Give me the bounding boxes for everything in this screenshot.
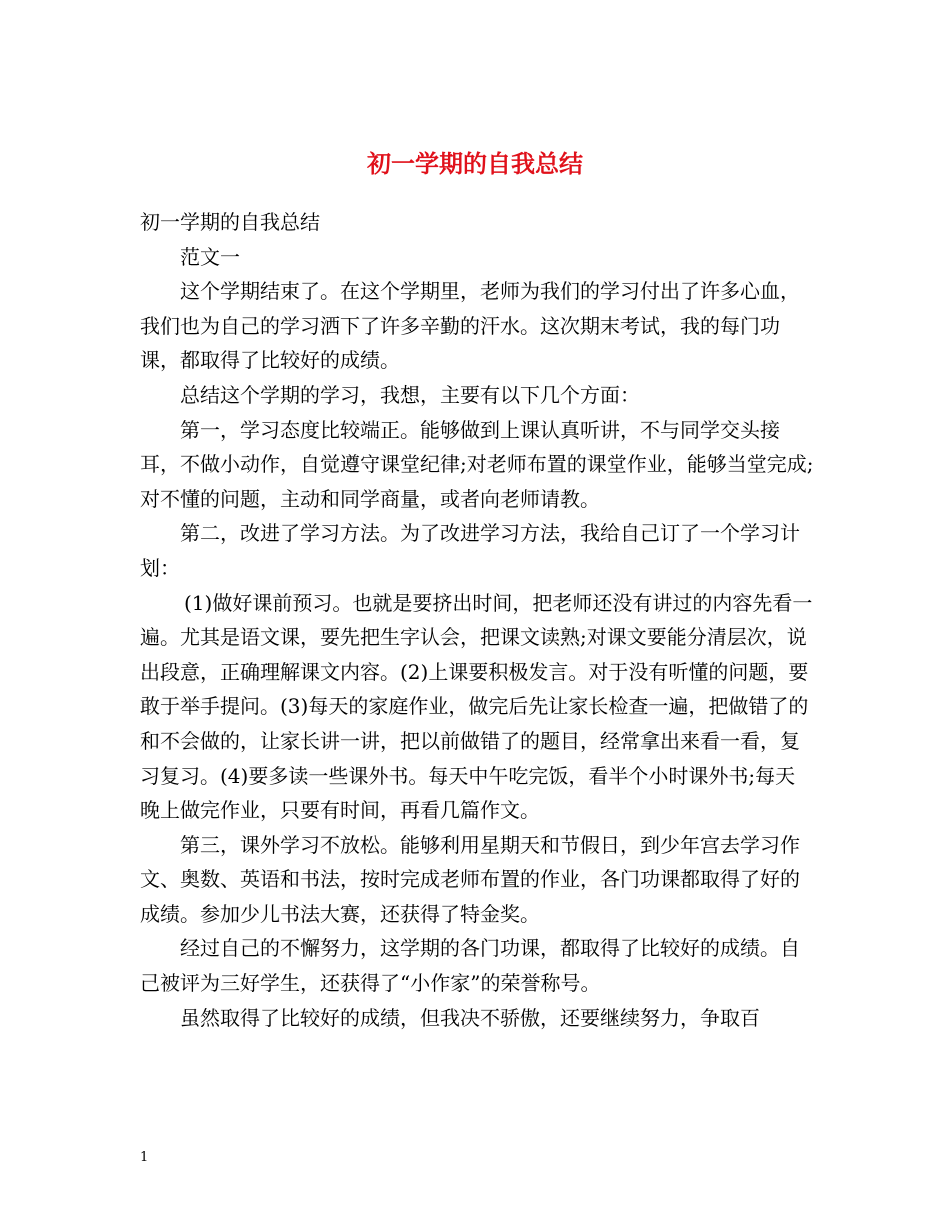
paragraph: (1)做好课前预习。也就是要挤出时间，把老师还没有讲过的内容先看一遍。尤其是语文课，要先把生字认会，把课文读熟;对课文要能分清层次，说出段意，正确理解课文内容。(2)上课要积极发言。对于没有听懂的问题，要敢于举手提问。(3)每天的家庭作业，做完后先让家长检查一遍，把做错了的和不会做的，让家长讲一讲，把以前做错了的题目，经常拿出来看一看，复习复习。(4)要多读一些课外书。每天中午吃完饭，看半个小时课外书;每天晚上做完作业，只要有时间，再看几篇作文。 <box>140 590 813 823</box>
paragraph: 第二，改进了学习方法。为了改进学习方法，我给自己订了一个学习计划： <box>140 521 800 580</box>
paragraph: 总结这个学期的学习，我想，主要有以下几个方面： <box>180 382 640 407</box>
document-body <box>140 205 815 1035</box>
paragraph: 第一，学习态度比较端正。能够做到上课认真听讲，不与同学交头接耳，不做小动作，自觉遵守课堂纪律;对老师布置的课堂作业，能够当堂完成;对不懂的问题，主动和同学商量，或者向老师请教。 <box>140 417 814 511</box>
paragraph: 这个学期结束了。在这个学期里，老师为我们的学习付出了许多心血，我们也为自己的学习洒下了许多辛勤的汗水。这次期末考试，我的每门功课，都取得了比较好的成绩。 <box>140 279 800 373</box>
paragraph: 经过自己的不懈努力，这学期的各门功课，都取得了比较好的成绩。自己被评为三好学生，还获得了“小作家”的荣誉称号。 <box>140 936 800 996</box>
paragraph: 第三，课外学习不放松。能够利用星期天和节假日，到少年宫去学习作文、奥数、英语和书法，按时完成老师布置的作业，各门功课都取得了好的成绩。参加少儿书法大赛，还获得了特金奖。 <box>140 832 800 926</box>
paragraph-sample-label: 范文一 <box>180 244 240 269</box>
paragraph: 虽然取得了比较好的成绩，但我决不骄傲，还要继续努力，争取百 <box>180 1005 760 1030</box>
paragraph-heading: 初一学期的自我总结 <box>140 210 320 234</box>
page-number: 1 <box>140 1150 149 1165</box>
page-title: 初一学期的自我总结 <box>367 149 583 179</box>
